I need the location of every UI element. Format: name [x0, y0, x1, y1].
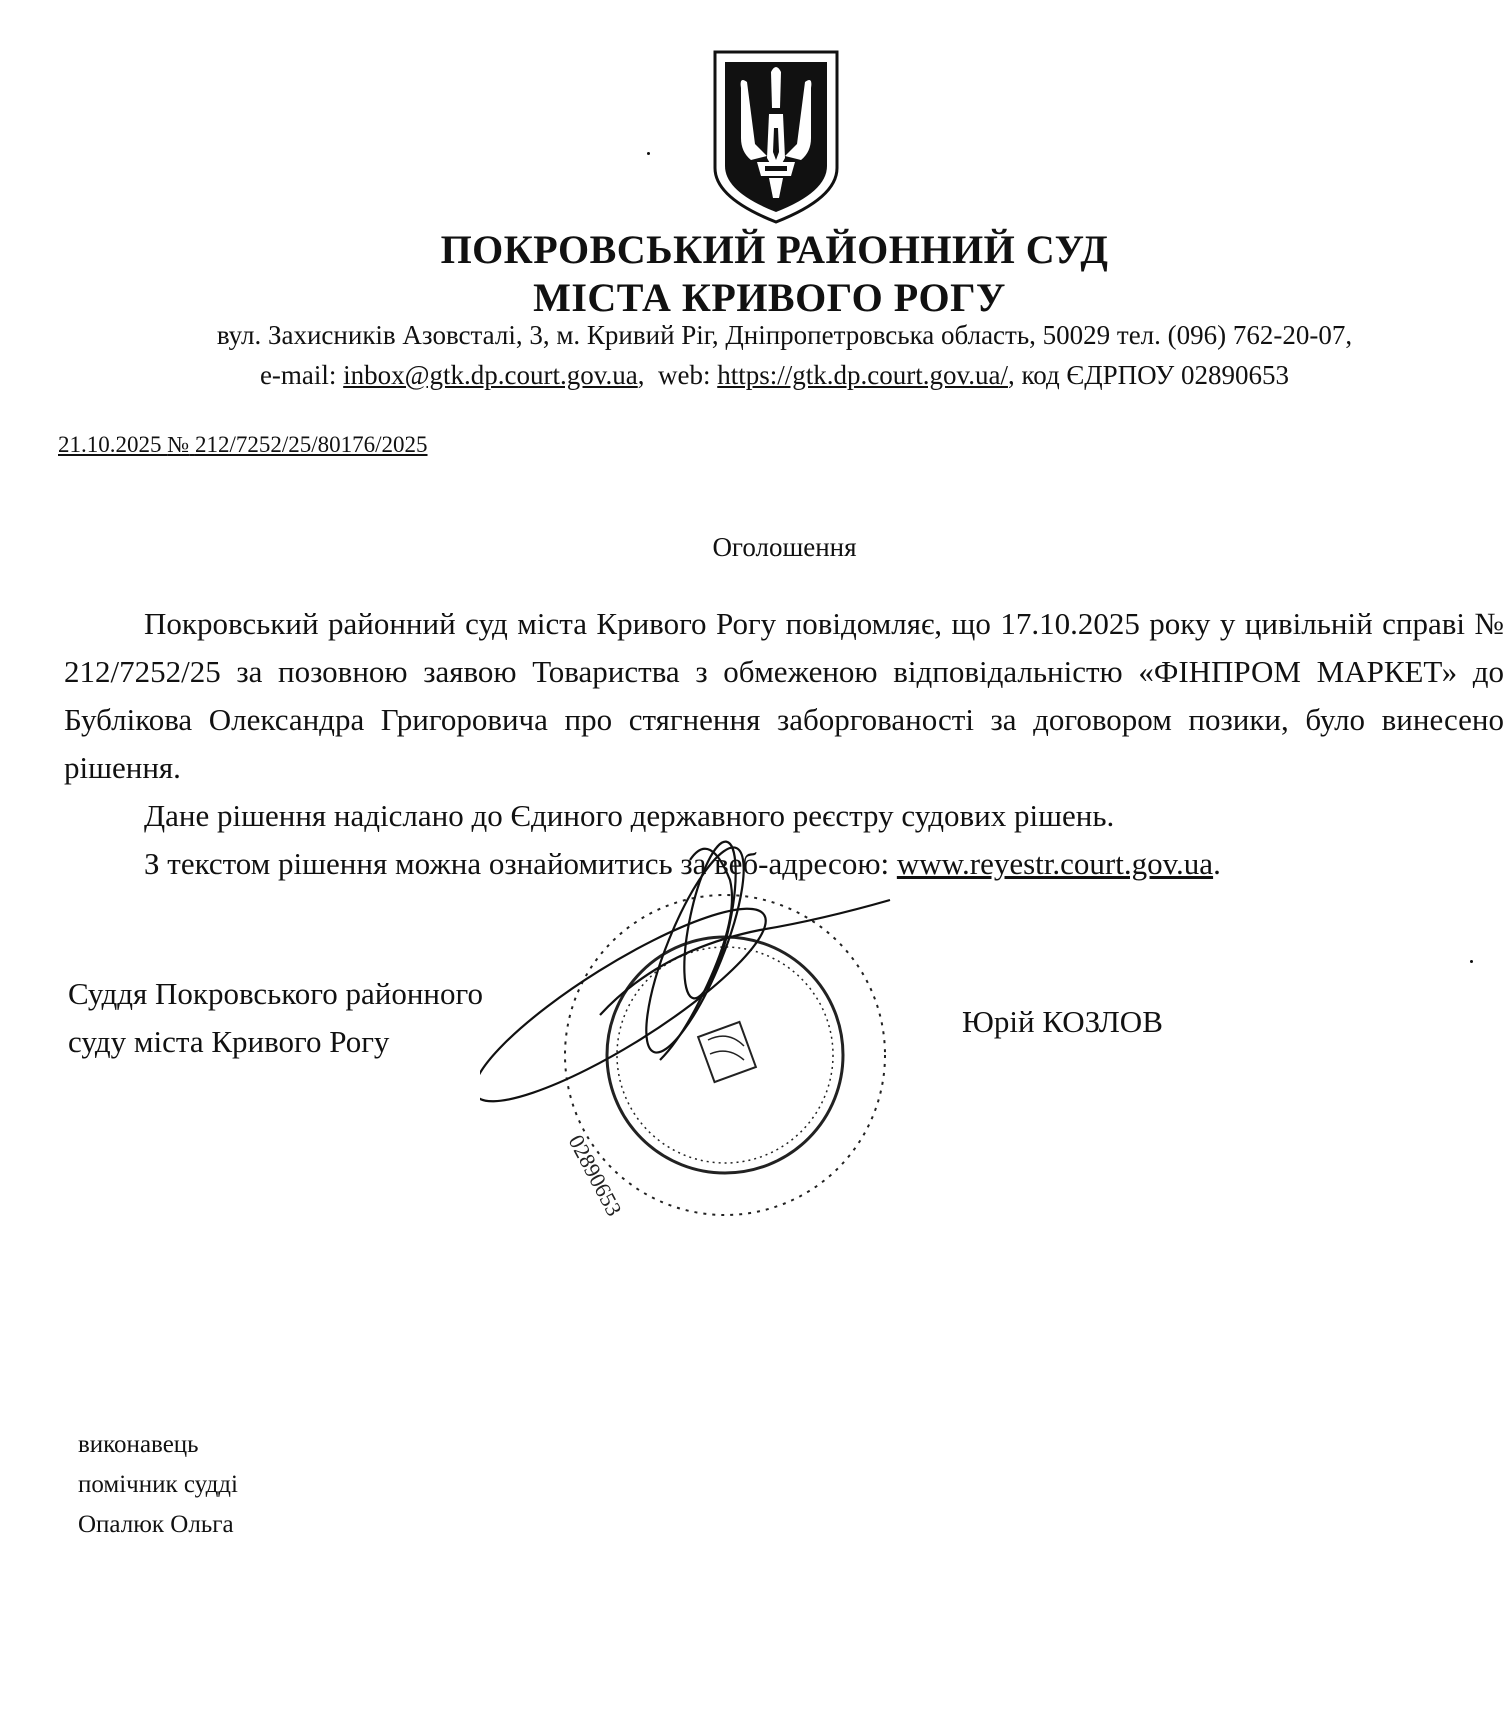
announcement-paragraph-1: Покровський районний суд міста Кривого Рогу повідомляє, що 17.10.2025 року у цивільній справі № 212/7252/25 за позовною заявою Товариства з обмеженою відповідальністю «ФІНПРОМ МАРКЕТ» до Бублікова Олександра Григоровича про стягнення заборгованості за договором позики, було винесено рішення. — [64, 606, 1504, 785]
judge-name: Юрій КОЗЛОВ — [962, 1004, 1163, 1039]
court-stamp-and-signature — [480, 840, 920, 1230]
scan-speck — [647, 152, 650, 155]
judge-position-line1: Суддя Покровського районного — [68, 976, 483, 1011]
document-heading: Оголошення — [712, 532, 857, 562]
email-label: e-mail: — [259, 360, 337, 390]
stamp-inner-ring — [607, 937, 843, 1173]
stamp-code: 02890653 — [563, 1130, 627, 1221]
court-name-line1: ПОКРОВСЬКИЙ РАЙОННИЙ СУД — [440, 227, 1109, 272]
email-link[interactable]: inbox@gtk.dp.court.gov.ua — [343, 360, 638, 390]
registry-link[interactable]: www.reyestr.court.gov.ua — [896, 846, 1214, 881]
registry-suffix: . — [1213, 846, 1221, 881]
registration-number-value: 212/7252/25/80176/2025 — [194, 432, 428, 457]
court-address: вул. Захисників Азовсталі, 3, м. Кривий Ріг, Дніпропетровська область, 50029 тел. (096) 762-20-07, — [216, 320, 1353, 350]
executor-block — [78, 1425, 238, 1545]
coat-of-arms-icon — [711, 48, 841, 226]
announcement-paragraph-2: Дане рішення надіслано до Єдиного державного реєстру судових рішень. — [144, 798, 1115, 833]
web-label: web: — [658, 360, 711, 390]
edrpou-code: код ЄДРПОУ 02890653 — [1021, 360, 1290, 390]
executor-label: виконавець — [78, 1431, 199, 1458]
judge-position — [68, 970, 483, 1066]
court-contacts: e-mail: inbox@gtk.dp.court.gov.ua, web: https://gtk.dp.court.gov.ua/, код ЄДРПОУ 02890653 — [259, 360, 1290, 390]
signature-loop — [480, 881, 785, 1129]
executor-role: помічник судді — [78, 1471, 238, 1498]
executor-name: Опалюк Ольга — [78, 1511, 234, 1538]
registry-text: З текстом рішення можна ознайомитись за веб-адресою: — [144, 846, 890, 881]
court-name-line2: МІСТА КРИВОГО РОГУ — [533, 275, 1006, 320]
registration-date: 21.10.2025 — [58, 432, 162, 457]
registration-number-label: № — [167, 432, 190, 457]
judge-position-line2: суду міста Кривого Рогу — [68, 1024, 390, 1059]
registration-number — [58, 432, 428, 458]
web-link[interactable]: https://gtk.dp.court.gov.ua/ — [717, 360, 1008, 390]
scan-speck — [1470, 960, 1473, 963]
